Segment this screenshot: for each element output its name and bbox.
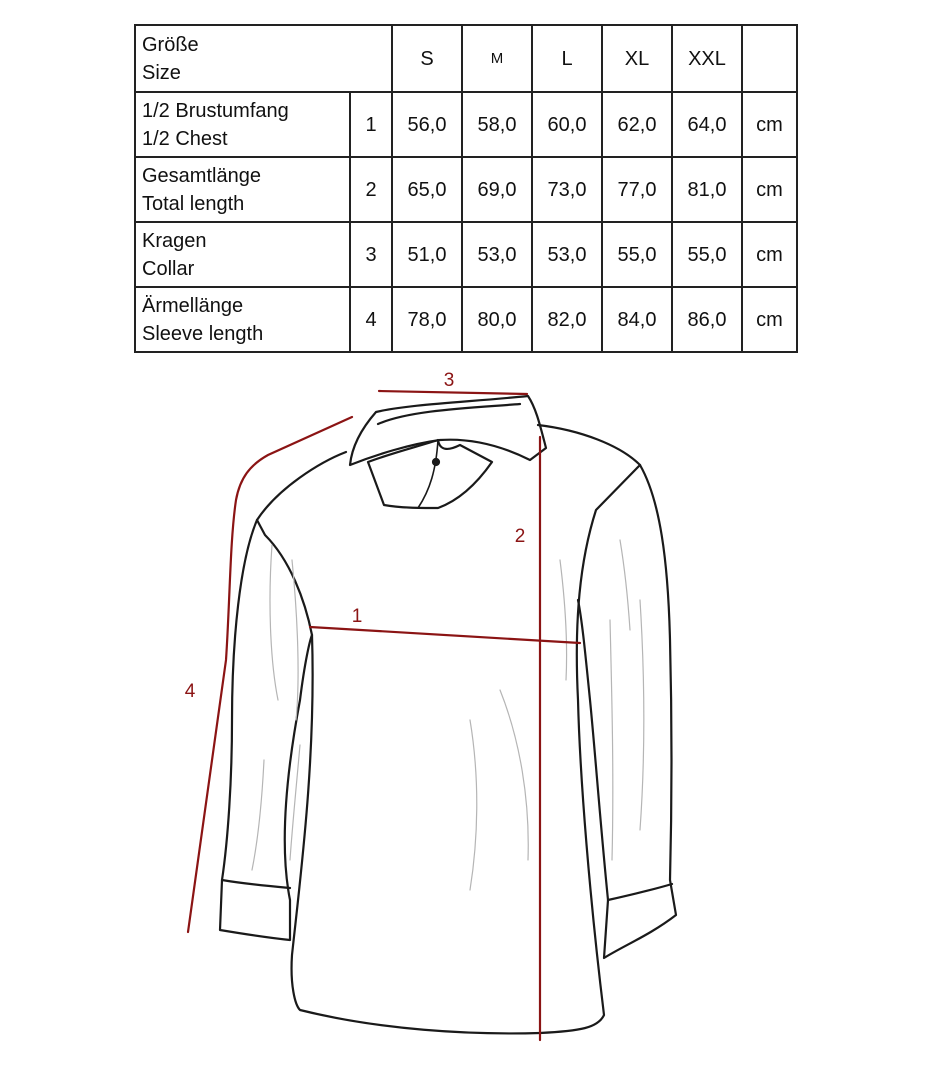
cell-value: 78,0 xyxy=(392,287,462,352)
measurement-lines xyxy=(188,391,580,1040)
collar-measure-line xyxy=(379,391,527,394)
size-header-de: Größe xyxy=(142,33,199,56)
size-xxl: XXL xyxy=(672,25,742,92)
cell-value: 58,0 xyxy=(462,92,532,157)
row-label xyxy=(135,222,350,287)
sleeve-marker-label: 4 xyxy=(184,681,196,702)
row-label-de: Kragen xyxy=(142,229,207,252)
cell-unit: cm xyxy=(742,92,797,157)
cell-value: 82,0 xyxy=(532,287,602,352)
table-header-row xyxy=(135,25,797,92)
right-sleeve-outline xyxy=(578,465,676,958)
collar-outline xyxy=(350,396,546,465)
fold-line xyxy=(252,760,264,870)
cell-value: 53,0 xyxy=(532,222,602,287)
shirt-measurement-diagram xyxy=(0,355,928,1072)
neck-opening xyxy=(368,440,492,508)
fold-line xyxy=(610,620,613,860)
cell-value: 56,0 xyxy=(392,92,462,157)
cell-value: 53,0 xyxy=(462,222,532,287)
cell-value: 86,0 xyxy=(672,287,742,352)
unit-header-empty xyxy=(742,25,797,92)
cell-unit: cm xyxy=(742,157,797,222)
left-cuff-seam xyxy=(222,880,290,888)
fold-line xyxy=(500,690,528,860)
size-l: L xyxy=(532,25,602,92)
size-header-en: Size xyxy=(142,61,181,84)
length-marker-label: 2 xyxy=(514,526,526,547)
row-number: 4 xyxy=(350,287,392,352)
row-label xyxy=(135,287,350,352)
cell-value: 81,0 xyxy=(672,157,742,222)
fold-line xyxy=(290,745,300,860)
row-number: 3 xyxy=(350,222,392,287)
shirt-body-outline xyxy=(257,425,640,1033)
row-label-en: Collar xyxy=(142,257,195,280)
measurement-labels xyxy=(185,370,526,702)
size-chart-table xyxy=(134,24,798,353)
cell-value: 55,0 xyxy=(672,222,742,287)
fold-line xyxy=(640,600,644,830)
row-number: 1 xyxy=(350,92,392,157)
table-row xyxy=(135,92,797,157)
row-label-en: Sleeve length xyxy=(142,322,264,345)
row-label-de: Gesamtlänge xyxy=(142,164,261,187)
cell-unit: cm xyxy=(742,287,797,352)
row-label-de: 1/2 Brustumfang xyxy=(142,99,289,122)
table-row xyxy=(135,157,797,222)
zipper-line xyxy=(418,440,438,508)
row-label-en: Total length xyxy=(142,192,245,215)
fold-line xyxy=(620,540,630,630)
zipper-pull-icon xyxy=(433,459,439,465)
cell-value: 55,0 xyxy=(602,222,672,287)
size-m: M xyxy=(462,25,532,92)
right-cuff-seam xyxy=(608,884,672,900)
cell-unit: cm xyxy=(742,222,797,287)
cell-value: 60,0 xyxy=(532,92,602,157)
fold-line xyxy=(470,720,477,890)
collar-marker-label: 3 xyxy=(443,370,455,391)
sleeve-measure-line xyxy=(188,417,352,932)
table-row xyxy=(135,287,797,352)
cell-value: 84,0 xyxy=(602,287,672,352)
cell-value: 69,0 xyxy=(462,157,532,222)
size-s: S xyxy=(392,25,462,92)
cell-value: 77,0 xyxy=(602,157,672,222)
left-sleeve-outline xyxy=(220,520,312,940)
fold-line xyxy=(270,545,278,700)
size-xl: XL xyxy=(602,25,672,92)
size-header-label xyxy=(135,25,392,92)
cell-value: 80,0 xyxy=(462,287,532,352)
fold-line xyxy=(560,560,567,680)
row-label-de: Ärmellänge xyxy=(142,294,244,317)
cell-value: 64,0 xyxy=(672,92,742,157)
shirt-outline xyxy=(220,396,676,1033)
row-label xyxy=(135,92,350,157)
cell-value: 51,0 xyxy=(392,222,462,287)
cell-value: 65,0 xyxy=(392,157,462,222)
chest-marker-label: 1 xyxy=(351,606,363,627)
cell-value: 62,0 xyxy=(602,92,672,157)
cell-value: 73,0 xyxy=(532,157,602,222)
table-row xyxy=(135,222,797,287)
row-label xyxy=(135,157,350,222)
row-number: 2 xyxy=(350,157,392,222)
row-label-en: 1/2 Chest xyxy=(142,127,228,150)
